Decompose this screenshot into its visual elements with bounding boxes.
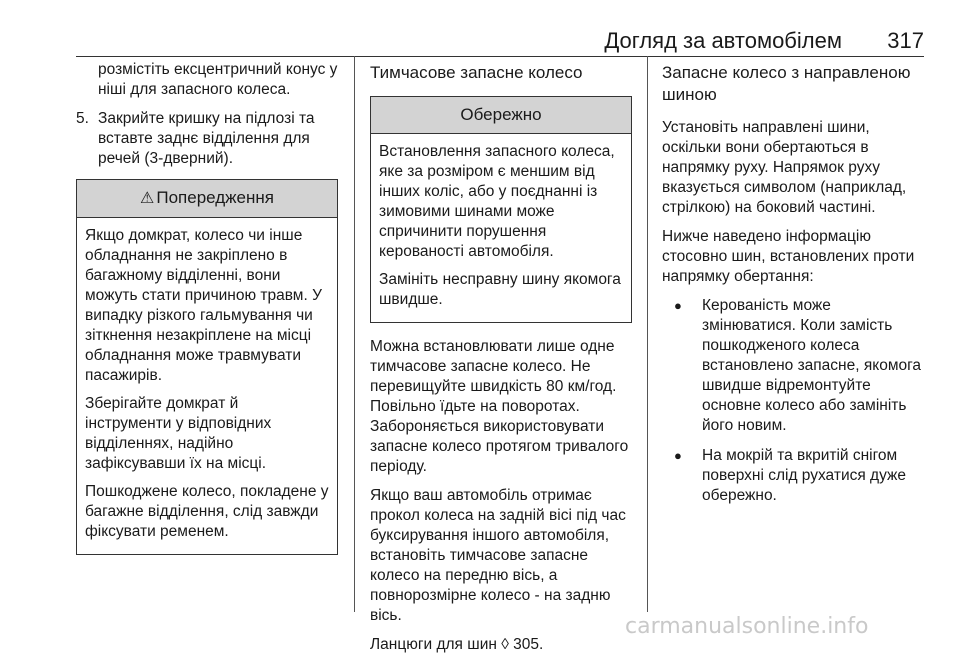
section-title: Догляд за автомобілем: [604, 28, 842, 53]
column-right: [662, 60, 928, 516]
warning-body: [77, 218, 337, 554]
watermark: carmanualsonline.info: [625, 614, 869, 639]
warning-paragraph: Зберігайте домкрат й інструменти у відповідних відділеннях, надійно зафіксувавши їх на місці.: [85, 395, 272, 472]
warning-triangle-icon: ⚠: [140, 190, 155, 207]
list-item: [662, 446, 928, 506]
caution-body: [371, 134, 631, 322]
body-paragraph: Якщо ваш автомобіль отримає прокол колеса на задній вісі під час буксирування іншого автомобіля, встановіть тимчасове запасне колесо на передню вісь, а повнорозмірне колесо - на задню вісь.: [370, 487, 626, 624]
caution-paragraph: Встановлення запасного колеса, яке за розміром є меншим від інших коліс, або у поєднанні із зимовими шинами може спричинити порушення керованості автомобіля.: [379, 143, 615, 260]
warning-paragraph: Якщо домкрат, колесо чи інше обладнання не закріплено в багажному відділенні, вони можуть стати причиною травм. У випадку різкого гальмування чи зіткнення незакріплене на місці обладнання може травмувати пасажирів.: [85, 227, 322, 384]
warning-title: Попередження: [156, 188, 274, 207]
bullet-icon: ●: [674, 448, 682, 463]
warning-header: [77, 180, 337, 218]
bullet-icon: ●: [674, 298, 682, 313]
caution-paragraph: Замініть несправну шину якомога швидше.: [379, 271, 621, 308]
caution-box: [370, 96, 632, 323]
step-text: Закрийте кришку на підлозі та вставте заднє відділення для речей (3-дверний).: [98, 110, 315, 167]
page-header: [76, 20, 924, 57]
continued-step-text: розмістіть ексцентричний конус у ніші для запасного колеса.: [98, 61, 338, 98]
section-heading: Запасне колесо з направленою шиною: [662, 63, 911, 104]
body-paragraph: Установіть направлені шини, оскільки вони обертаються в напрямку руху. Напрямок руху вказується символом (наприклад, стрілкою) на боковий частині.: [662, 119, 907, 216]
column-left: [76, 60, 338, 565]
section-heading: Тимчасове запасне колесо: [370, 63, 583, 82]
column-divider: [647, 56, 648, 612]
warning-paragraph: Пошкоджене колесо, покладене у багажне відділення, слід завжди фіксувати ременем.: [85, 483, 329, 540]
body-paragraph: Нижче наведено інформацію стосовно шин, встановлених проти напрямку обертання:: [662, 228, 915, 285]
cross-reference-link[interactable]: Ланцюги для шин ◊ 305.: [370, 636, 544, 653]
step-5: [76, 109, 338, 169]
warning-box: [76, 179, 338, 555]
step-number: 5.: [76, 110, 89, 127]
page-number: 317: [887, 28, 924, 53]
column-divider: [354, 56, 355, 612]
list-item-text: Керованість може змінюватися. Коли замість пошкодженого колеса встановлено запасне, якомога швидше відремонтуйте основне колесо або замініть його новим.: [702, 297, 922, 434]
body-paragraph: Можна встановлювати лише одне тимчасове запасне колесо. Не перевищуйте швидкість 80 км/год. Повільно їдьте на поворотах. Забороняється використовувати запасне колесо протягом тривалого періоду.: [370, 338, 629, 475]
list-item: [662, 296, 928, 436]
caution-header: Обережно: [371, 97, 631, 134]
list-item-text: На мокрій та вкритій снігом поверхні слід рухатися дуже обережно.: [702, 447, 907, 504]
column-middle: [370, 60, 632, 664]
